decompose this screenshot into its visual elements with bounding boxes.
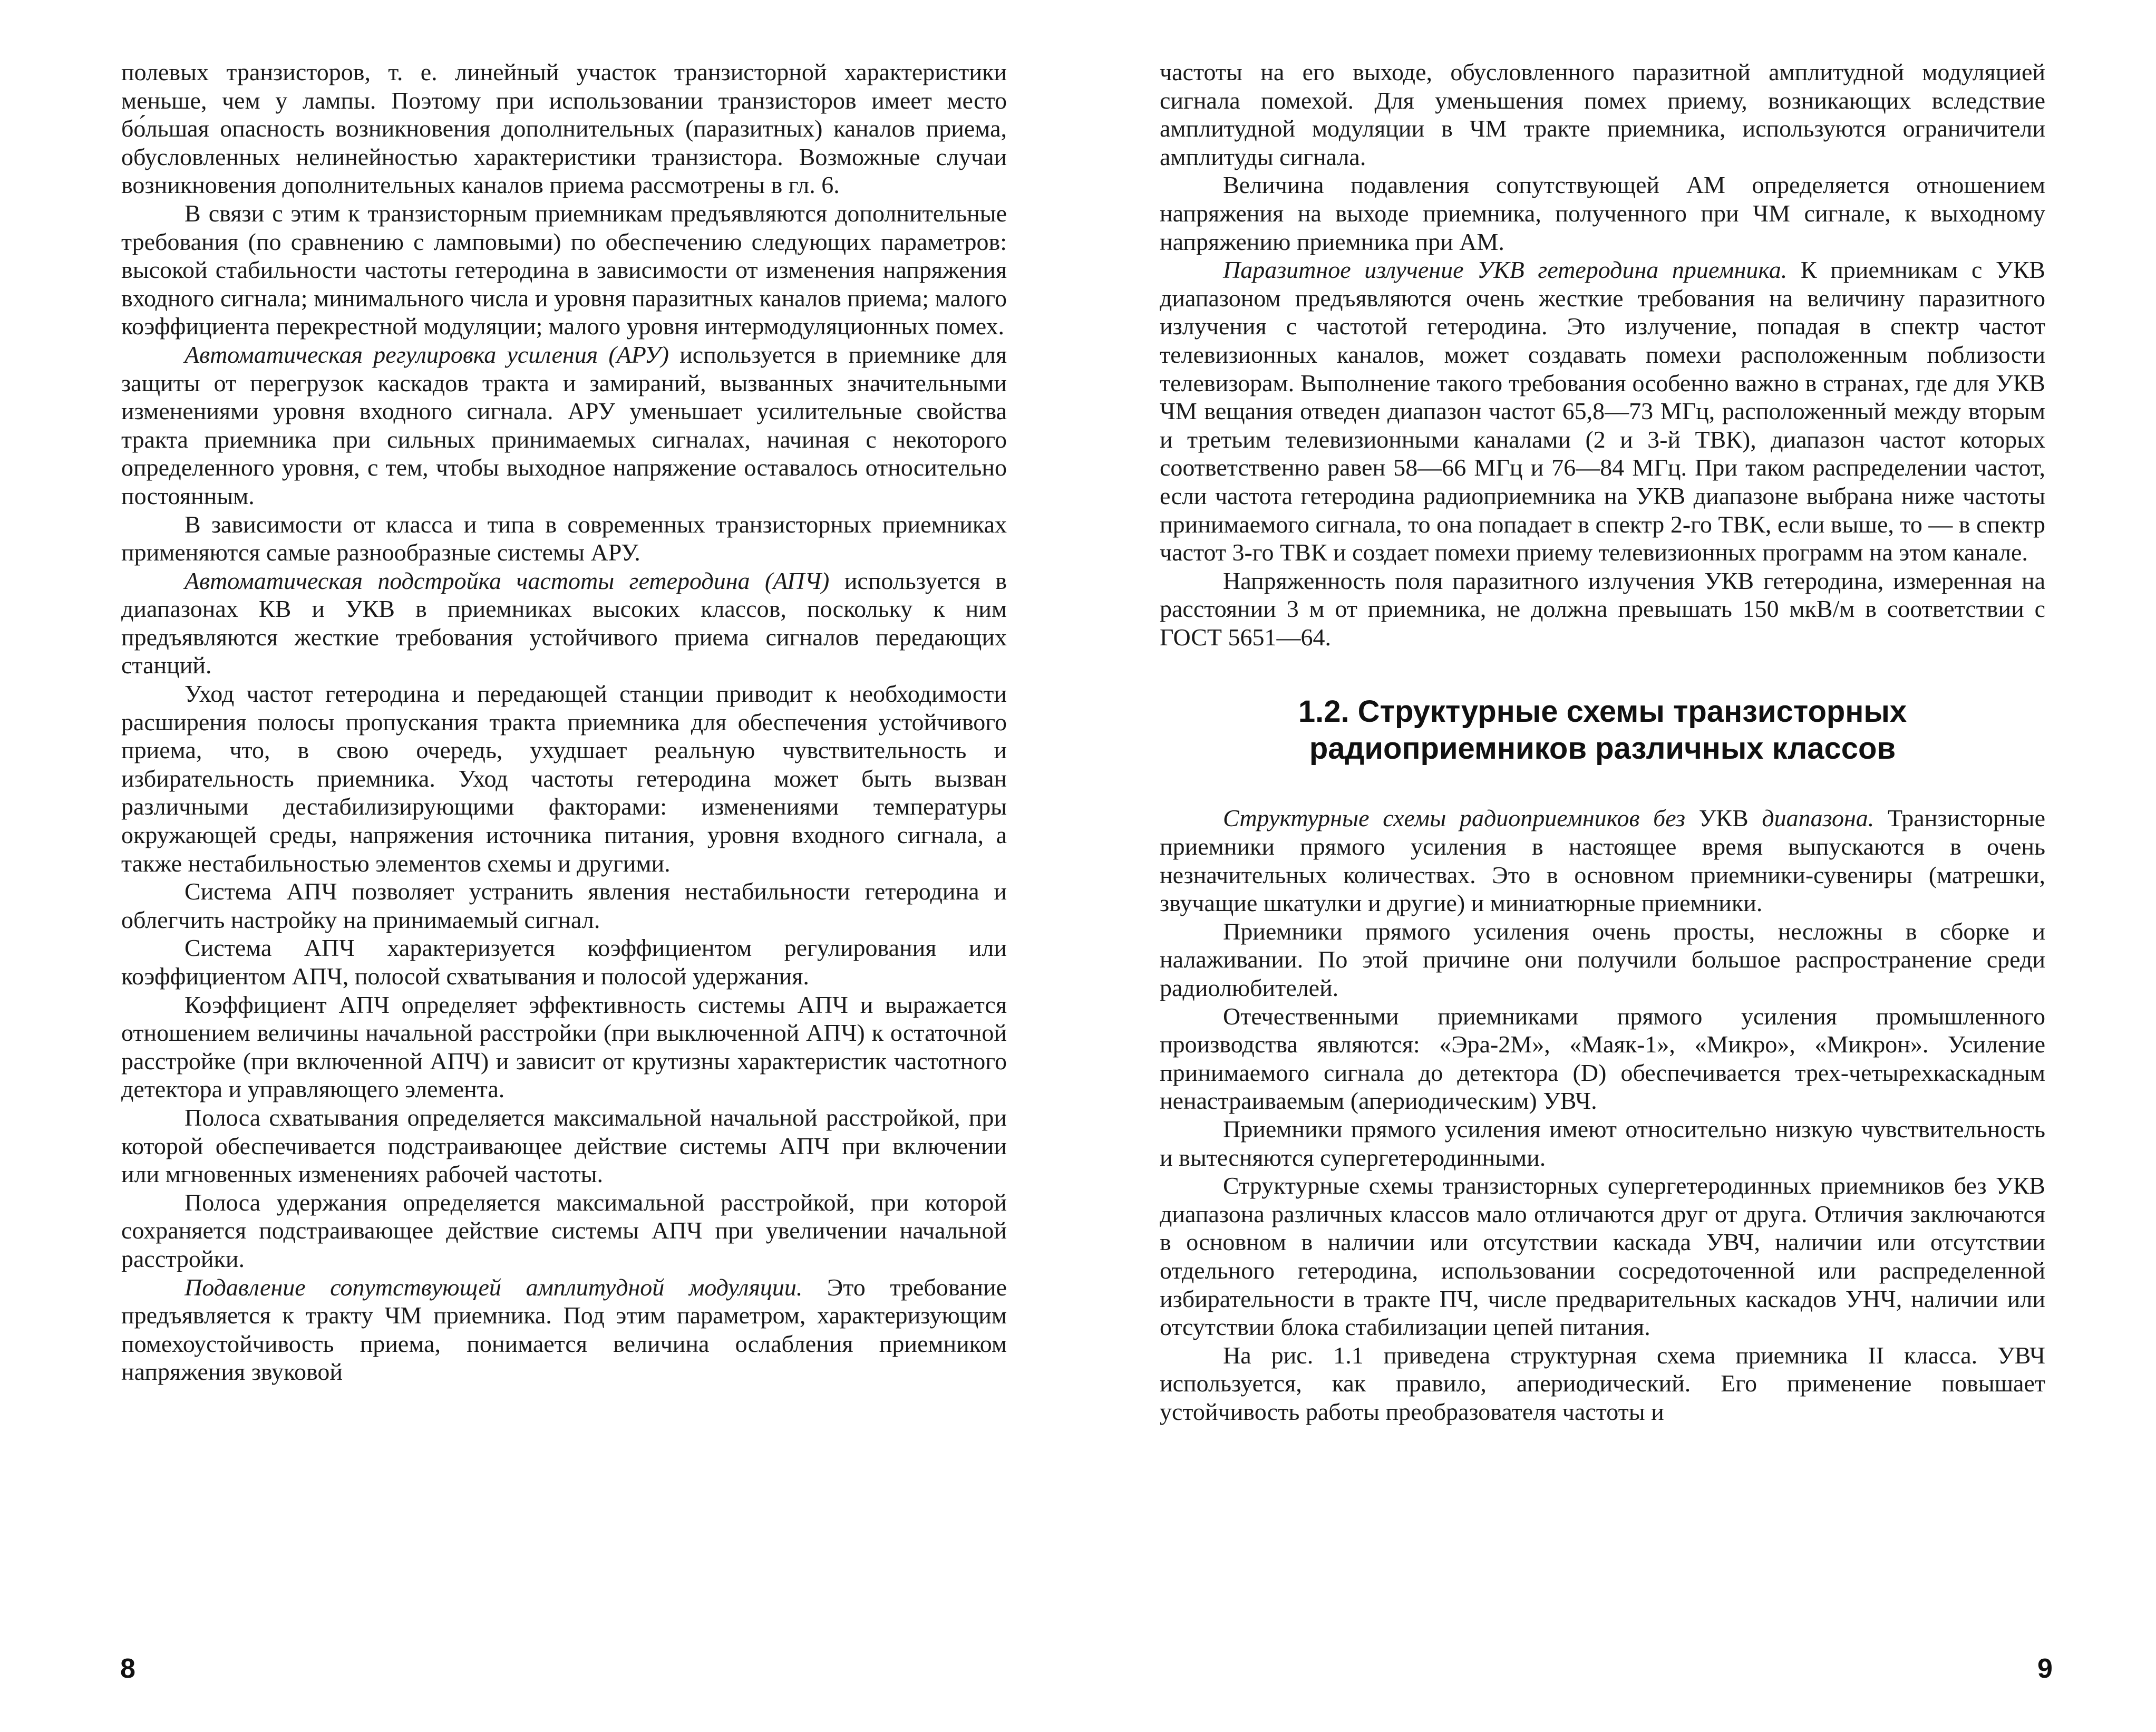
italic-term: Автоматическая регулировка усиления (АРУ) [184,341,669,368]
paragraph: Система АПЧ характеризуется коэффициентом регулирования или коэффициентом АПЧ, полосой схватывания и полосой удержания. [121,934,1007,990]
paragraph: В связи с этим к транзисторным приемникам предъявляются дополнительные требования (по сравнению с ламповыми) по обеспечению следующих параметров: высокой стабильности частоты гетеродина в зависимости от изменения напряжения входного сигнала; минимального числа и уровня паразитных каналов приема; малого коэффициента перекрестной модуляции; малого уровня интермодуляционных помех. [121,199,1007,340]
italic-term: диапазона. [1762,805,1875,832]
page-number-right: 9 [2037,1653,2053,1684]
left-page [121,58,1007,1640]
paragraph: В зависимости от класса и типа в современных транзисторных приемниках применяются самые разнообразные системы АРУ. [121,510,1007,566]
section-heading-line: 1.2. Структурные схемы транзисторных [1298,694,1907,729]
italic-term: Подавление сопутствующей амплитудной модуляции. [184,1273,803,1301]
paragraph-text: используется в диапазонах КВ и УКВ в приемниках высоких классов, поскольку к ним предъявляются жесткие требования устойчивого приема сигналов передающих станций. [121,567,1007,679]
section-heading [1160,693,2045,767]
paragraph: Величина подавления сопутствующей АМ определяется отношением напряжения на выходе приемника, полученного при ЧМ сигнале, к выходному напряжению приемника при АМ. [1160,171,2045,255]
paragraph: Приемники прямого усиления имеют относительно низкую чувствительность и вытесняются супергетеродинными. [1160,1116,2045,1171]
paragraph: частоты на его выходе, обусловленного паразитной амплитудной модуляцией сигнала помехой. Для уменьшения помех приему, возникающих вследствие амплитудной модуляции в ЧМ тракте приемника, используются ограничители амплитуды сигнала. [1160,59,2045,170]
paragraph: Коэффициент АПЧ определяет эффективность системы АПЧ и выражается отношением величины начальной расстройки (при выключенной АПЧ) к остаточной расстройке (при включенной АПЧ) и зависит от крутизны характеристик частотного детектора и управляющего элемента. [121,991,1007,1103]
paragraph [121,1273,1007,1386]
paragraph: Приемники прямого усиления очень просты, несложны в сборке и налаживании. По этой причине они получили большое распространение среди радиолюбителей. [1160,917,2045,1002]
paragraph [1160,804,2045,917]
paragraph-text: УКВ [1685,805,1762,832]
paragraph: На рис. 1.1 приведена структурная схема приемника II класса. УВЧ используется, как правило, апериодический. Его применение повышает устойчивость работы преобразователя частоты и [1160,1341,2045,1425]
paragraph [121,341,1007,510]
paragraph [1160,256,2045,567]
paragraph: Уход частот гетеродина и передающей станции приводит к необходимости расширения полосы пропускания тракта приемника для обеспечения устойчивого приема, что, в свою очередь, ухудшает реальную чувствительность и избирательность приемника. Уход частоты гетеродина может быть вызван различными дестабилизирующими факторами: изменениями температуры окружающей среды, напряжения источника питания, уровня входного сигнала, а также нестабильностью элементов схемы и другими. [121,680,1007,877]
paragraph: Напряженность поля паразитного излучения УКВ гетеродина, измеренная на расстоянии 3 м от приемника, не должна превышать 150 мкВ/м в соответствии с ГОСТ 5651—64. [1160,567,2045,651]
paragraph-text: Это требование предъявляется к тракту ЧМ приемника. Под этим параметром, характеризующим помехоустойчивость приема, понимается величина ослабления приемником напряжения звуковой [121,1273,1007,1386]
italic-term: Автоматическая подстройка частоты гетеродина (АПЧ) [184,567,830,594]
right-page [1160,58,2045,1640]
paragraph-text: используется в приемнике для защиты от перегрузок каскадов тракта и замираний, вызванных значительными изменениями уровня входного сигнала. АРУ уменьшает усилительные свойства тракта приемника при сильных принимаемых сигналах, начиная с некоторого определенного уровня, с тем, чтобы выходное напряжение оставалось относительно постоянным. [121,341,1007,509]
paragraph: Структурные схемы транзисторных супергетеродинных приемников без УКВ диапазона различных классов мало отличаются друг от друга. Отличия заключаются в основном в наличии или отсутствии каскада УВЧ, наличии или отсутствии отдельного гетеродина, использовании сосредоточенной или распределенной избирательности в тракте ПЧ, числе предварительных каскадов УНЧ, наличии или отсутствии блока стабилизации цепей питания. [1160,1172,2045,1341]
paragraph [121,567,1007,680]
paragraph-text: К приемникам с УКВ диапазоном предъявляются очень жесткие требования на величину паразитного излучения с частотой гетеродина. Это излучение, попадая в спектр частот телевизионных каналов, может создавать помехи расположенным поблизости телевизорам. Выполнение такого требования особенно важно в странах, где для УКВ ЧМ вещания отведен диапазон частот 65,8—73 МГц, расположенный между вторым и третьим телевизионными каналами (2 и 3-й ТВК), диапазон частот которых соответственно равен 58—66 МГц и 76—84 МГц. При таком распределении частот, если частота гетеродина радиоприемника на УКВ диапазоне выбрана ниже частоты принимаемого сигнала, то она попадает в спектр 2-го ТВК, если выше, то — в спектр частот 3-го ТВК и создает помехи приему телевизионных программ на этом канале. [1160,256,2045,566]
paragraph-text: Транзисторные приемники прямого усиления в настоящее время выпускаются в очень незначительных количествах. Это в основном приемники-сувениры (матрешки, звучащие шкатулки и другие) и миниатюрные приемники. [1160,805,2045,917]
italic-term: Паразитное излучение УКВ гетеродина приемника. [1223,256,1788,284]
paragraph: Система АПЧ позволяет устранить явления нестабильности гетеродина и облегчить настройку на принимаемый сигнал. [121,878,1007,933]
section-heading-line: радиоприемников различных классов [1309,731,1896,766]
paragraph: Полоса удержания определяется максимальной расстройкой, при которой сохраняется подстраивающее действие системы АПЧ при увеличении начальной расстройки. [121,1188,1007,1272]
paragraph: полевых транзисторов, т. е. линейный участок транзисторной характеристики меньше, чем у лампы. Поэтому при использовании транзисторов имеет место бо́льшая опасность возникновения дополнительных (паразитных) каналов приема, обусловленных нелинейностью характеристики транзистора. Возможные случаи возникновения дополнительных каналов приема рассмотрены в гл. 6. [121,59,1007,199]
paragraph: Полоса схватывания определяется максимальной начальной расстройкой, при которой обеспечивается подстраивающее действие системы АПЧ при включении или мгновенных изменениях рабочей частоты. [121,1104,1007,1188]
page-number-left: 8 [120,1653,135,1684]
italic-term: Структурные схемы радиоприемников без [1223,805,1685,832]
paragraph: Отечественными приемниками прямого усиления промышленного производства являются: «Эра-2М», «Маяк-1», «Микро», «Микрон». Усиление принимаемого сигнала до детектора (D) обеспечивается трех-четырехкаскадным ненастраиваемым (апериодическим) УВЧ. [1160,1002,2045,1115]
